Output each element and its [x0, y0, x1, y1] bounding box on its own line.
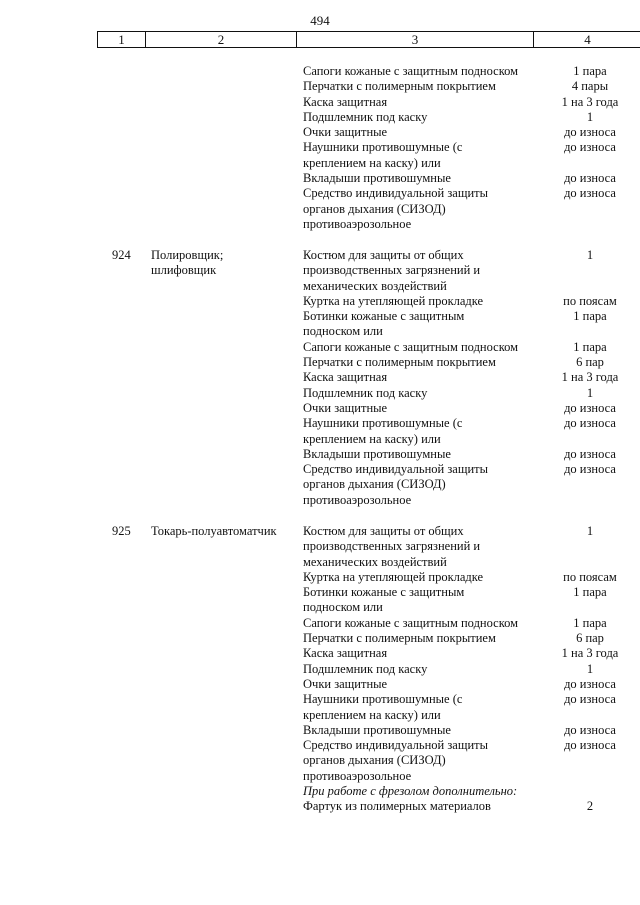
table-section: [0, 248, 640, 508]
equipment-quantity: 1 пара: [573, 615, 607, 630]
equipment-name: органов дыхания (СИЗОД): [303, 201, 446, 216]
equipment-quantity: до износа: [564, 676, 616, 691]
table-row: [0, 784, 640, 799]
equipment-name: Средство индивидуальной защиты: [303, 462, 489, 477]
table-row: [0, 95, 640, 110]
equipment-quantity: 1 пара: [573, 585, 607, 600]
table-row: [0, 753, 640, 768]
equipment-name: противоаэрозольное: [303, 492, 412, 507]
table-row: [0, 555, 640, 570]
equipment-name: Куртка на утепляющей прокладке: [303, 293, 484, 308]
equipment-quantity: 1 пара: [573, 64, 607, 78]
header-col-4: 4: [584, 31, 591, 47]
table-row: [0, 600, 640, 615]
equipment-quantity: до износа: [564, 125, 616, 140]
item-code: 924: [112, 248, 131, 262]
equipment-name: Перчатки с полимерным покрытием: [303, 79, 496, 94]
table-row: [0, 432, 640, 447]
table-row: [0, 524, 640, 539]
equipment-name: подноском или: [303, 600, 383, 615]
equipment-name: органов дыхания (СИЗОД): [303, 753, 446, 768]
table-row: [0, 570, 640, 585]
table-row: [0, 125, 640, 140]
table-row: [0, 202, 640, 217]
equipment-name: Вкладыши противошумные: [303, 171, 451, 186]
equipment-name: Подшлемник под каску: [303, 109, 428, 124]
equipment-name: Костюм для защиты от общих: [303, 248, 464, 262]
equipment-name: Каска защитная: [303, 370, 388, 385]
equipment-quantity: 1: [586, 109, 594, 124]
equipment-quantity: 6 пар: [576, 355, 604, 370]
equipment-name: Вкладыши противошумные: [303, 722, 451, 737]
table-row: [0, 217, 640, 232]
equipment-name: Средство индивидуальной защиты: [303, 186, 489, 201]
table-row: [0, 708, 640, 723]
equipment-quantity: до износа: [564, 462, 616, 477]
equipment-name: Вкладыши противошумные: [303, 446, 451, 461]
table-row: [0, 110, 640, 125]
table-row: [0, 462, 640, 477]
table-section: [0, 64, 640, 232]
equipment-name: Очки защитные: [303, 676, 388, 691]
equipment-name: Каска защитная: [303, 94, 388, 109]
table-row: [0, 263, 640, 278]
equipment-name: креплением на каску) или: [303, 707, 441, 722]
table-row: [0, 340, 640, 355]
equipment-quantity: до износа: [564, 738, 616, 753]
equipment-name: Фартук из полимерных материалов: [303, 799, 491, 814]
table-row: [0, 631, 640, 646]
equipment-quantity: до износа: [564, 171, 616, 186]
table-row: [0, 646, 640, 661]
table-row: [0, 294, 640, 309]
equipment-name: Куртка на утепляющей прокладке: [303, 569, 484, 584]
item-code: 925: [112, 524, 131, 538]
page-number: 494: [310, 13, 330, 28]
equipment-quantity: 1: [586, 661, 594, 676]
equipment-name: Очки защитные: [303, 400, 388, 415]
table-row: [0, 386, 640, 401]
equipment-quantity: 1: [586, 385, 594, 400]
table-row: [0, 370, 640, 385]
equipment-quantity: 1: [586, 524, 594, 538]
equipment-quantity: по поясам: [563, 569, 617, 584]
table-row: [0, 692, 640, 707]
job-title: Токарь-полуавтоматчик: [151, 524, 277, 538]
equipment-name: Сапоги кожаные с защитным подноском: [303, 64, 519, 78]
table-row: [0, 723, 640, 738]
header-col-2: 2: [146, 32, 297, 47]
equipment-quantity: 2: [586, 799, 594, 814]
equipment-name: креплением на каску) или: [303, 155, 441, 170]
equipment-quantity: до износа: [564, 692, 616, 707]
table-row: [0, 279, 640, 294]
equipment-quantity: до износа: [564, 186, 616, 201]
table-row: [0, 769, 640, 784]
table-row: [0, 677, 640, 692]
equipment-quantity: 1 пара: [573, 309, 607, 324]
equipment-name: органов дыхания (СИЗОД): [303, 477, 446, 492]
equipment-name: Подшлемник под каску: [303, 385, 428, 400]
equipment-quantity: 1 на 3 года: [561, 646, 619, 661]
equipment-quantity: 1 на 3 года: [561, 370, 619, 385]
table-row: [0, 64, 640, 79]
equipment-name: Сапоги кожаные с защитным подноском: [303, 615, 519, 630]
table-row: [0, 799, 640, 814]
equipment-name: производственных загрязнений и: [303, 263, 481, 278]
equipment-name: Подшлемник под каску: [303, 661, 428, 676]
equipment-quantity: 1: [586, 248, 594, 262]
equipment-name: креплением на каску) или: [303, 431, 441, 446]
equipment-name: противоаэрозольное: [303, 768, 412, 783]
equipment-name: Костюм для защиты от общих: [303, 524, 464, 538]
equipment-name: Сапоги кожаные с защитным подноском: [303, 339, 519, 354]
equipment-quantity: до износа: [564, 140, 616, 155]
table-row: [0, 539, 640, 554]
table-row: [0, 401, 640, 416]
equipment-name: Перчатки с полимерным покрытием: [303, 631, 496, 646]
equipment-name: механических воздействий: [303, 278, 447, 293]
equipment-quantity: до износа: [564, 722, 616, 737]
table-row: [0, 616, 640, 631]
table-row: [0, 171, 640, 186]
equipment-name: Ботинки кожаные с защитным: [303, 309, 465, 324]
equipment-name: При работе с фрезолом дополнительно:: [303, 784, 518, 799]
header-col-3: 3: [297, 32, 534, 47]
table-row: [0, 140, 640, 155]
table-row: [0, 79, 640, 94]
table-row: [0, 416, 640, 431]
equipment-name: производственных загрязнений и: [303, 539, 481, 554]
table-row: [0, 738, 640, 753]
table-row: [0, 493, 640, 508]
equipment-name: Средство индивидуальной защиты: [303, 738, 489, 753]
table-row: [0, 662, 640, 677]
table-row: [0, 309, 640, 324]
table-row: [0, 248, 640, 263]
equipment-name: механических воздействий: [303, 554, 447, 569]
equipment-quantity: 6 пар: [576, 631, 604, 646]
equipment-quantity: 1 пара: [573, 339, 607, 354]
job-title: Полировщик; шлифовщик: [151, 248, 224, 278]
table-row: [0, 447, 640, 462]
table-row: [0, 585, 640, 600]
equipment-quantity: 1 на 3 года: [561, 94, 619, 109]
equipment-quantity: 4 пары: [571, 79, 609, 94]
equipment-quantity: до износа: [564, 446, 616, 461]
equipment-quantity: до износа: [564, 416, 616, 431]
table-header: [97, 31, 640, 48]
table-row: [0, 477, 640, 492]
equipment-name: противоаэрозольное: [303, 216, 412, 231]
table-row: [0, 186, 640, 201]
equipment-name: Наушники противошумные (с: [303, 416, 463, 431]
equipment-name: Очки защитные: [303, 125, 388, 140]
table-section: [0, 524, 640, 815]
equipment-name: Наушники противошумные (с: [303, 140, 463, 155]
equipment-quantity: до износа: [564, 400, 616, 415]
equipment-name: подноском или: [303, 324, 383, 339]
header-col-1: 1: [98, 32, 146, 47]
equipment-name: Наушники противошумные (с: [303, 692, 463, 707]
equipment-name: Ботинки кожаные с защитным: [303, 585, 465, 600]
equipment-name: Каска защитная: [303, 646, 388, 661]
table-row: [0, 324, 640, 339]
table-row: [0, 156, 640, 171]
equipment-quantity: по поясам: [563, 293, 617, 308]
table-row: [0, 355, 640, 370]
equipment-name: Перчатки с полимерным покрытием: [303, 355, 496, 370]
